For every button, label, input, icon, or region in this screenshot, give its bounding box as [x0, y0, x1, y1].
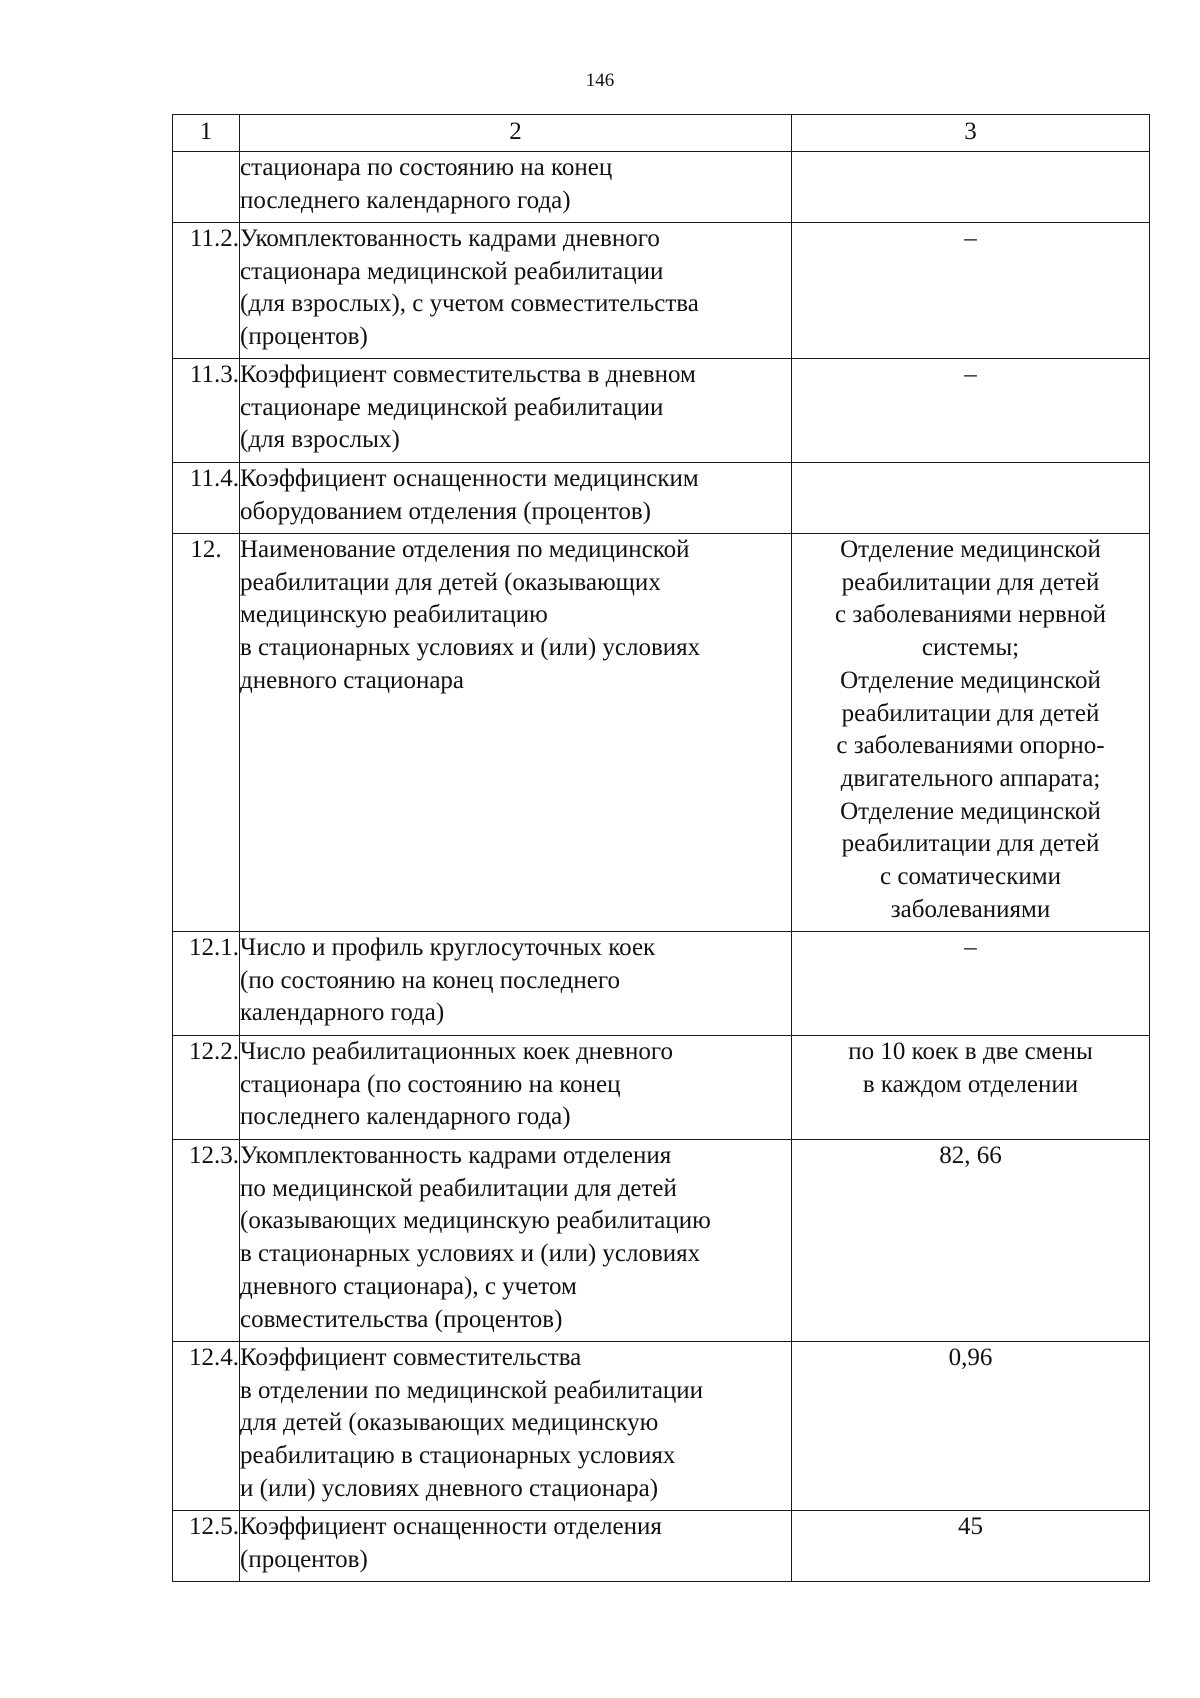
row-value: 82, 66	[792, 1140, 1150, 1342]
table-row	[173, 359, 1150, 463]
row-description: Укомплектованность кадрами дневного стационара медицинской реабилитации (для взрослых), с учетом совместительства (процентов)	[240, 223, 792, 359]
row-description: Коэффициент совместительства в отделении по медицинской реабилитации для детей (оказывающих медицинскую реабилитацию в стационарных условиях и (или) условиях дневного стационара)	[240, 1342, 792, 1511]
row-description: стационара по состоянию на конец последнего календарного года)	[240, 152, 792, 223]
row-number: 12.	[173, 534, 240, 932]
row-value	[792, 463, 1150, 534]
table-row	[173, 463, 1150, 534]
row-number: 12.2.	[173, 1036, 240, 1140]
row-value	[792, 152, 1150, 223]
row-value: по 10 коек в две смены в каждом отделении	[792, 1036, 1150, 1140]
table-header-row	[173, 115, 1150, 152]
row-description: Коэффициент совместительства в дневном стационаре медицинской реабилитации (для взрослых)	[240, 359, 792, 463]
row-description: Число реабилитационных коек дневного стационара (по состоянию на конец последнего календарного года)	[240, 1036, 792, 1140]
page-number: 146	[585, 70, 615, 91]
row-value: Отделение медицинской реабилитации для детей с заболеваниями нервной системы; Отделение медицинской реабилитации для детей с заболеваниями опорно- двигательного аппарата; Отделение медицинской реабилитации для детей с соматическими заболеваниями	[792, 534, 1150, 932]
row-number: 12.3.	[173, 1140, 240, 1342]
table-row	[173, 1036, 1150, 1140]
row-description: Наименование отделения по медицинской реабилитации для детей (оказывающих медицинскую реабилитацию в стационарных условиях и (или) условиях дневного стационара	[240, 534, 792, 932]
row-number: 11.4.	[173, 463, 240, 534]
table-row	[173, 223, 1150, 359]
row-value: –	[792, 223, 1150, 359]
column-header: 1	[173, 115, 240, 152]
row-value: 0,96	[792, 1342, 1150, 1511]
row-description: Укомплектованность кадрами отделения по медицинской реабилитации для детей (оказывающих медицинскую реабилитацию в стационарных условиях и (или) условиях дневного стационара), с учетом совместительства (процентов)	[240, 1140, 792, 1342]
row-description: Коэффициент оснащенности отделения (процентов)	[240, 1511, 792, 1582]
table-row	[173, 152, 1150, 223]
column-header: 2	[240, 115, 792, 152]
table-row	[173, 1511, 1150, 1582]
row-number: 12.5.	[173, 1511, 240, 1582]
row-number: 11.3.	[173, 359, 240, 463]
row-value: 45	[792, 1511, 1150, 1582]
row-number	[173, 152, 240, 223]
data-table	[172, 114, 1150, 1582]
row-number: 11.2.	[173, 223, 240, 359]
table-row	[173, 932, 1150, 1036]
column-header: 3	[792, 115, 1150, 152]
row-description: Коэффициент оснащенности медицинским оборудованием отделения (процентов)	[240, 463, 792, 534]
row-value: –	[792, 932, 1150, 1036]
row-description: Число и профиль круглосуточных коек (по состоянию на конец последнего календарного года)	[240, 932, 792, 1036]
row-number: 12.1.	[173, 932, 240, 1036]
table-row	[173, 1342, 1150, 1511]
row-value: –	[792, 359, 1150, 463]
table-row	[173, 1140, 1150, 1342]
row-number: 12.4.	[173, 1342, 240, 1511]
table-row	[173, 534, 1150, 932]
